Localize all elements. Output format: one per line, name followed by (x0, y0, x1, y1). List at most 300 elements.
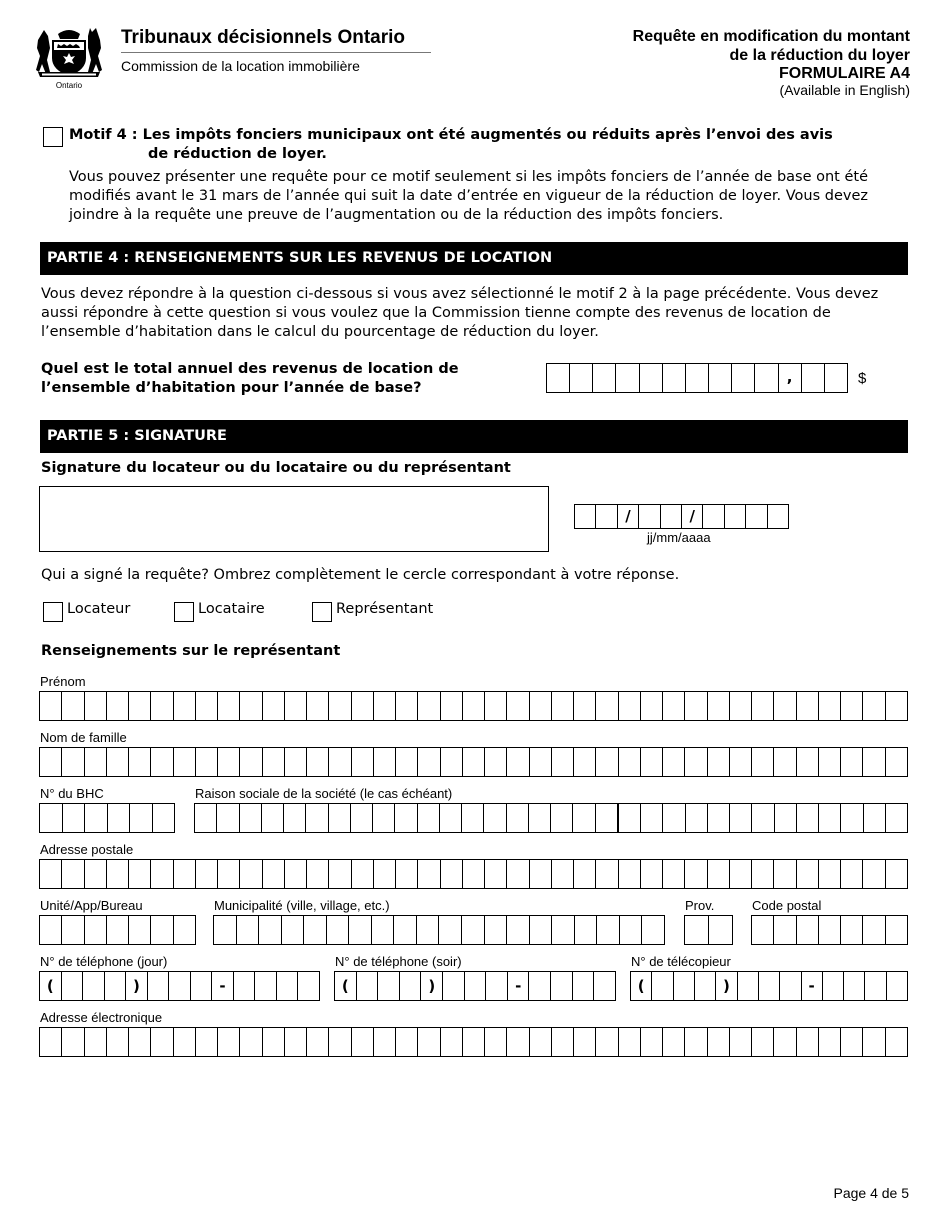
phone-digit-cell[interactable] (190, 972, 212, 1000)
char-cell[interactable] (217, 748, 239, 776)
char-cell[interactable] (773, 860, 795, 888)
digit-cell[interactable] (592, 364, 615, 392)
rental-income-input[interactable] (546, 363, 848, 393)
char-cell[interactable] (818, 692, 840, 720)
char-cell[interactable] (61, 916, 83, 944)
char-cell[interactable] (305, 804, 327, 832)
phone-digit-cell[interactable] (737, 972, 758, 1000)
char-cell[interactable] (462, 860, 484, 888)
province-field[interactable] (684, 915, 733, 945)
char-cell[interactable] (662, 860, 684, 888)
char-cell[interactable] (351, 860, 373, 888)
char-cell[interactable] (796, 748, 818, 776)
char-cell[interactable] (506, 804, 528, 832)
motif4-checkbox[interactable] (43, 127, 63, 147)
char-cell[interactable] (862, 860, 884, 888)
char-cell[interactable] (484, 1028, 506, 1056)
char-cell[interactable] (796, 916, 818, 944)
char-cell[interactable] (462, 1028, 484, 1056)
char-cell[interactable] (595, 748, 617, 776)
mailing-address-field[interactable] (39, 859, 908, 889)
char-cell[interactable] (195, 748, 217, 776)
char-cell[interactable] (106, 1028, 128, 1056)
municipality-field[interactable] (213, 915, 665, 945)
char-cell[interactable] (483, 804, 505, 832)
char-cell[interactable] (773, 748, 795, 776)
char-cell[interactable] (752, 916, 773, 944)
signature-box[interactable] (39, 486, 549, 552)
char-cell[interactable] (773, 916, 795, 944)
char-cell[interactable] (239, 1028, 261, 1056)
phone-digit-cell[interactable] (297, 972, 319, 1000)
char-cell[interactable] (529, 860, 551, 888)
char-cell[interactable] (417, 692, 439, 720)
digit-cell[interactable] (639, 364, 662, 392)
year-cell[interactable] (767, 505, 788, 528)
phone-digit-cell[interactable] (673, 972, 694, 1000)
day-phone-field[interactable] (39, 971, 320, 1001)
evening-phone-field[interactable] (334, 971, 616, 1001)
char-cell[interactable] (618, 860, 640, 888)
char-cell[interactable] (551, 692, 573, 720)
char-cell[interactable] (729, 748, 751, 776)
signature-date-input[interactable] (574, 504, 789, 529)
phone-digit-cell[interactable] (864, 972, 885, 1000)
char-cell[interactable] (573, 748, 595, 776)
char-cell[interactable] (551, 860, 573, 888)
phone-punct-dash[interactable]: - (507, 972, 529, 1000)
phone-digit-cell[interactable] (377, 972, 399, 1000)
char-cell[interactable] (417, 860, 439, 888)
char-cell[interactable] (261, 804, 283, 832)
char-cell[interactable] (394, 804, 416, 832)
char-cell[interactable] (774, 804, 796, 832)
char-cell[interactable] (662, 692, 684, 720)
char-cell[interactable] (262, 1028, 284, 1056)
option-locateur-checkbox[interactable] (43, 602, 63, 622)
char-cell[interactable] (461, 804, 483, 832)
char-cell[interactable] (773, 1028, 795, 1056)
char-cell[interactable] (284, 748, 306, 776)
char-cell[interactable] (284, 692, 306, 720)
char-cell[interactable] (239, 692, 261, 720)
char-cell[interactable] (662, 804, 684, 832)
char-cell[interactable] (484, 748, 506, 776)
char-cell[interactable] (150, 748, 172, 776)
char-cell[interactable] (61, 692, 83, 720)
char-cell[interactable] (40, 1028, 61, 1056)
char-cell[interactable] (529, 748, 551, 776)
char-cell[interactable] (685, 916, 708, 944)
char-cell[interactable] (662, 1028, 684, 1056)
char-cell[interactable] (106, 692, 128, 720)
char-cell[interactable] (640, 1028, 662, 1056)
char-cell[interactable] (707, 804, 729, 832)
char-cell[interactable] (595, 1028, 617, 1056)
phone-digit-cell[interactable] (651, 972, 672, 1000)
char-cell[interactable] (685, 804, 707, 832)
char-cell[interactable] (395, 860, 417, 888)
phone-punct-close[interactable]: ) (715, 972, 736, 1000)
char-cell[interactable] (729, 860, 751, 888)
char-cell[interactable] (150, 916, 172, 944)
char-cell[interactable] (306, 1028, 328, 1056)
char-cell[interactable] (729, 692, 751, 720)
first-name-field[interactable] (39, 691, 908, 721)
char-cell[interactable] (303, 916, 326, 944)
char-cell[interactable] (684, 748, 706, 776)
char-cell[interactable] (506, 916, 529, 944)
digit-cell[interactable] (662, 364, 685, 392)
phone-digit-cell[interactable] (168, 972, 190, 1000)
char-cell[interactable] (640, 748, 662, 776)
char-cell[interactable] (550, 804, 572, 832)
phone-punct-open[interactable]: ( (341, 977, 349, 995)
phone-punct-open[interactable]: ( (637, 977, 645, 995)
char-cell[interactable] (328, 1028, 350, 1056)
phone-digit-cell[interactable] (779, 972, 800, 1000)
date-separator[interactable]: / (617, 505, 638, 528)
char-cell[interactable] (796, 692, 818, 720)
phone-digit-cell[interactable] (399, 972, 421, 1000)
company-name-field[interactable] (194, 803, 908, 833)
char-cell[interactable] (262, 748, 284, 776)
char-cell[interactable] (326, 916, 349, 944)
unit-field[interactable] (39, 915, 196, 945)
lso-number-field[interactable] (39, 803, 175, 833)
char-cell[interactable] (595, 692, 617, 720)
char-cell[interactable] (684, 692, 706, 720)
digit-cell[interactable] (731, 364, 754, 392)
phone-digit-cell[interactable] (276, 972, 298, 1000)
char-cell[interactable] (862, 1028, 884, 1056)
char-cell[interactable] (863, 804, 885, 832)
char-cell[interactable] (729, 804, 751, 832)
phone-digit-cell[interactable] (104, 972, 126, 1000)
char-cell[interactable] (129, 804, 152, 832)
char-cell[interactable] (84, 804, 107, 832)
char-cell[interactable] (529, 916, 552, 944)
char-cell[interactable] (573, 1028, 595, 1056)
char-cell[interactable] (351, 748, 373, 776)
char-cell[interactable] (462, 748, 484, 776)
char-cell[interactable] (281, 916, 304, 944)
char-cell[interactable] (350, 804, 372, 832)
char-cell[interactable] (529, 1028, 551, 1056)
char-cell[interactable] (707, 748, 729, 776)
phone-digit-cell[interactable] (886, 972, 907, 1000)
char-cell[interactable] (885, 692, 907, 720)
char-cell[interactable] (751, 748, 773, 776)
char-cell[interactable] (306, 748, 328, 776)
char-cell[interactable] (640, 804, 662, 832)
char-cell[interactable] (885, 916, 907, 944)
char-cell[interactable] (640, 692, 662, 720)
phone-digit-cell[interactable] (550, 972, 572, 1000)
char-cell[interactable] (239, 748, 261, 776)
char-cell[interactable] (373, 1028, 395, 1056)
char-cell[interactable] (840, 748, 862, 776)
char-cell[interactable] (684, 1028, 706, 1056)
char-cell[interactable] (484, 916, 507, 944)
char-cell[interactable] (173, 916, 195, 944)
char-cell[interactable] (618, 1028, 640, 1056)
char-cell[interactable] (641, 916, 664, 944)
day-cell[interactable] (575, 505, 595, 528)
phone-digit-cell[interactable] (233, 972, 255, 1000)
char-cell[interactable] (216, 804, 238, 832)
char-cell[interactable] (708, 916, 732, 944)
char-cell[interactable] (573, 692, 595, 720)
char-cell[interactable] (506, 748, 528, 776)
phone-digit-cell[interactable] (593, 972, 615, 1000)
char-cell[interactable] (617, 804, 640, 832)
char-cell[interactable] (214, 916, 236, 944)
char-cell[interactable] (217, 1028, 239, 1056)
digit-cell[interactable] (685, 364, 708, 392)
char-cell[interactable] (751, 692, 773, 720)
fax-field[interactable] (630, 971, 908, 1001)
char-cell[interactable] (150, 1028, 172, 1056)
day-cell[interactable] (595, 505, 616, 528)
char-cell[interactable] (61, 1028, 83, 1056)
char-cell[interactable] (106, 860, 128, 888)
char-cell[interactable] (885, 748, 907, 776)
char-cell[interactable] (885, 804, 907, 832)
char-cell[interactable] (40, 748, 61, 776)
char-cell[interactable] (662, 748, 684, 776)
char-cell[interactable] (150, 692, 172, 720)
char-cell[interactable] (729, 1028, 751, 1056)
char-cell[interactable] (840, 692, 862, 720)
char-cell[interactable] (128, 692, 150, 720)
char-cell[interactable] (306, 692, 328, 720)
phone-digit-cell[interactable] (147, 972, 169, 1000)
phone-digit-cell[interactable] (485, 972, 507, 1000)
char-cell[interactable] (106, 748, 128, 776)
phone-digit-cell[interactable] (822, 972, 843, 1000)
char-cell[interactable] (61, 860, 83, 888)
year-cell[interactable] (724, 505, 745, 528)
char-cell[interactable] (417, 748, 439, 776)
char-cell[interactable] (40, 692, 61, 720)
char-cell[interactable] (596, 916, 619, 944)
char-cell[interactable] (283, 804, 305, 832)
char-cell[interactable] (217, 860, 239, 888)
char-cell[interactable] (348, 916, 371, 944)
char-cell[interactable] (195, 1028, 217, 1056)
char-cell[interactable] (818, 916, 840, 944)
phone-digit-cell[interactable] (464, 972, 486, 1000)
char-cell[interactable] (393, 916, 416, 944)
char-cell[interactable] (840, 860, 862, 888)
char-cell[interactable] (461, 916, 484, 944)
char-cell[interactable] (61, 748, 83, 776)
char-cell[interactable] (551, 748, 573, 776)
char-cell[interactable] (440, 692, 462, 720)
char-cell[interactable] (885, 1028, 907, 1056)
char-cell[interactable] (818, 1028, 840, 1056)
char-cell[interactable] (751, 1028, 773, 1056)
cents-cell[interactable] (801, 364, 824, 392)
char-cell[interactable] (707, 860, 729, 888)
char-cell[interactable] (173, 692, 195, 720)
char-cell[interactable] (195, 860, 217, 888)
char-cell[interactable] (107, 804, 130, 832)
char-cell[interactable] (796, 1028, 818, 1056)
char-cell[interactable] (506, 692, 528, 720)
char-cell[interactable] (40, 860, 61, 888)
char-cell[interactable] (796, 860, 818, 888)
char-cell[interactable] (506, 860, 528, 888)
char-cell[interactable] (572, 804, 594, 832)
char-cell[interactable] (818, 748, 840, 776)
char-cell[interactable] (618, 692, 640, 720)
char-cell[interactable] (707, 1028, 729, 1056)
char-cell[interactable] (416, 916, 439, 944)
char-cell[interactable] (862, 748, 884, 776)
char-cell[interactable] (328, 860, 350, 888)
phone-digit-cell[interactable] (758, 972, 779, 1000)
char-cell[interactable] (284, 1028, 306, 1056)
char-cell[interactable] (195, 692, 217, 720)
char-cell[interactable] (551, 916, 574, 944)
char-cell[interactable] (796, 804, 818, 832)
phone-digit-cell[interactable] (694, 972, 715, 1000)
phone-digit-cell[interactable] (528, 972, 550, 1000)
char-cell[interactable] (573, 860, 595, 888)
char-cell[interactable] (707, 692, 729, 720)
char-cell[interactable] (262, 860, 284, 888)
phone-punct-dash[interactable]: - (211, 972, 233, 1000)
char-cell[interactable] (84, 1028, 106, 1056)
char-cell[interactable] (773, 692, 795, 720)
char-cell[interactable] (595, 860, 617, 888)
char-cell[interactable] (262, 692, 284, 720)
postal-code-field[interactable] (751, 915, 908, 945)
phone-digit-cell[interactable] (254, 972, 276, 1000)
char-cell[interactable] (417, 804, 439, 832)
char-cell[interactable] (328, 748, 350, 776)
char-cell[interactable] (351, 692, 373, 720)
char-cell[interactable] (417, 1028, 439, 1056)
char-cell[interactable] (128, 748, 150, 776)
char-cell[interactable] (506, 1028, 528, 1056)
char-cell[interactable] (438, 916, 461, 944)
char-cell[interactable] (373, 748, 395, 776)
char-cell[interactable] (751, 804, 773, 832)
char-cell[interactable] (284, 860, 306, 888)
char-cell[interactable] (373, 692, 395, 720)
char-cell[interactable] (150, 860, 172, 888)
month-cell[interactable] (660, 505, 681, 528)
phone-digit-cell[interactable] (61, 972, 83, 1000)
char-cell[interactable] (351, 1028, 373, 1056)
char-cell[interactable] (239, 804, 261, 832)
char-cell[interactable] (395, 748, 417, 776)
char-cell[interactable] (373, 860, 395, 888)
phone-punct-dash[interactable]: - (801, 972, 822, 1000)
char-cell[interactable] (328, 692, 350, 720)
char-cell[interactable] (306, 860, 328, 888)
cents-cell[interactable] (824, 364, 847, 392)
char-cell[interactable] (40, 804, 62, 832)
char-cell[interactable] (173, 860, 195, 888)
year-cell[interactable] (745, 505, 766, 528)
char-cell[interactable] (236, 916, 259, 944)
char-cell[interactable] (440, 748, 462, 776)
char-cell[interactable] (395, 692, 417, 720)
char-cell[interactable] (574, 916, 597, 944)
phone-punct-close[interactable]: ) (420, 972, 442, 1000)
char-cell[interactable] (818, 804, 840, 832)
char-cell[interactable] (618, 748, 640, 776)
phone-punct-close[interactable]: ) (125, 972, 147, 1000)
char-cell[interactable] (128, 1028, 150, 1056)
char-cell[interactable] (640, 860, 662, 888)
digit-cell[interactable] (708, 364, 731, 392)
phone-punct-open[interactable]: ( (46, 977, 54, 995)
char-cell[interactable] (529, 692, 551, 720)
char-cell[interactable] (106, 916, 128, 944)
char-cell[interactable] (484, 692, 506, 720)
char-cell[interactable] (128, 860, 150, 888)
char-cell[interactable] (84, 692, 106, 720)
char-cell[interactable] (862, 916, 884, 944)
char-cell[interactable] (152, 804, 175, 832)
char-cell[interactable] (40, 916, 61, 944)
char-cell[interactable] (684, 860, 706, 888)
char-cell[interactable] (258, 916, 281, 944)
option-locataire-checkbox[interactable] (174, 602, 194, 622)
char-cell[interactable] (751, 860, 773, 888)
char-cell[interactable] (128, 916, 150, 944)
char-cell[interactable] (595, 804, 617, 832)
digit-cell[interactable] (754, 364, 777, 392)
digit-cell[interactable] (615, 364, 638, 392)
char-cell[interactable] (84, 916, 106, 944)
date-separator[interactable]: / (681, 505, 702, 528)
char-cell[interactable] (462, 692, 484, 720)
char-cell[interactable] (84, 860, 106, 888)
char-cell[interactable] (440, 860, 462, 888)
char-cell[interactable] (440, 1028, 462, 1056)
char-cell[interactable] (528, 804, 550, 832)
phone-digit-cell[interactable] (442, 972, 464, 1000)
phone-digit-cell[interactable] (572, 972, 594, 1000)
char-cell[interactable] (551, 1028, 573, 1056)
char-cell[interactable] (173, 1028, 195, 1056)
char-cell[interactable] (371, 916, 394, 944)
char-cell[interactable] (885, 860, 907, 888)
last-name-field[interactable] (39, 747, 908, 777)
char-cell[interactable] (328, 804, 350, 832)
year-cell[interactable] (702, 505, 723, 528)
char-cell[interactable] (173, 748, 195, 776)
decimal-separator[interactable]: , (778, 364, 801, 392)
char-cell[interactable] (439, 804, 461, 832)
char-cell[interactable] (862, 692, 884, 720)
char-cell[interactable] (484, 860, 506, 888)
month-cell[interactable] (638, 505, 659, 528)
char-cell[interactable] (239, 860, 261, 888)
phone-digit-cell[interactable] (356, 972, 378, 1000)
phone-digit-cell[interactable] (843, 972, 864, 1000)
char-cell[interactable] (840, 1028, 862, 1056)
phone-digit-cell[interactable] (82, 972, 104, 1000)
email-field[interactable] (39, 1027, 908, 1057)
char-cell[interactable] (818, 860, 840, 888)
